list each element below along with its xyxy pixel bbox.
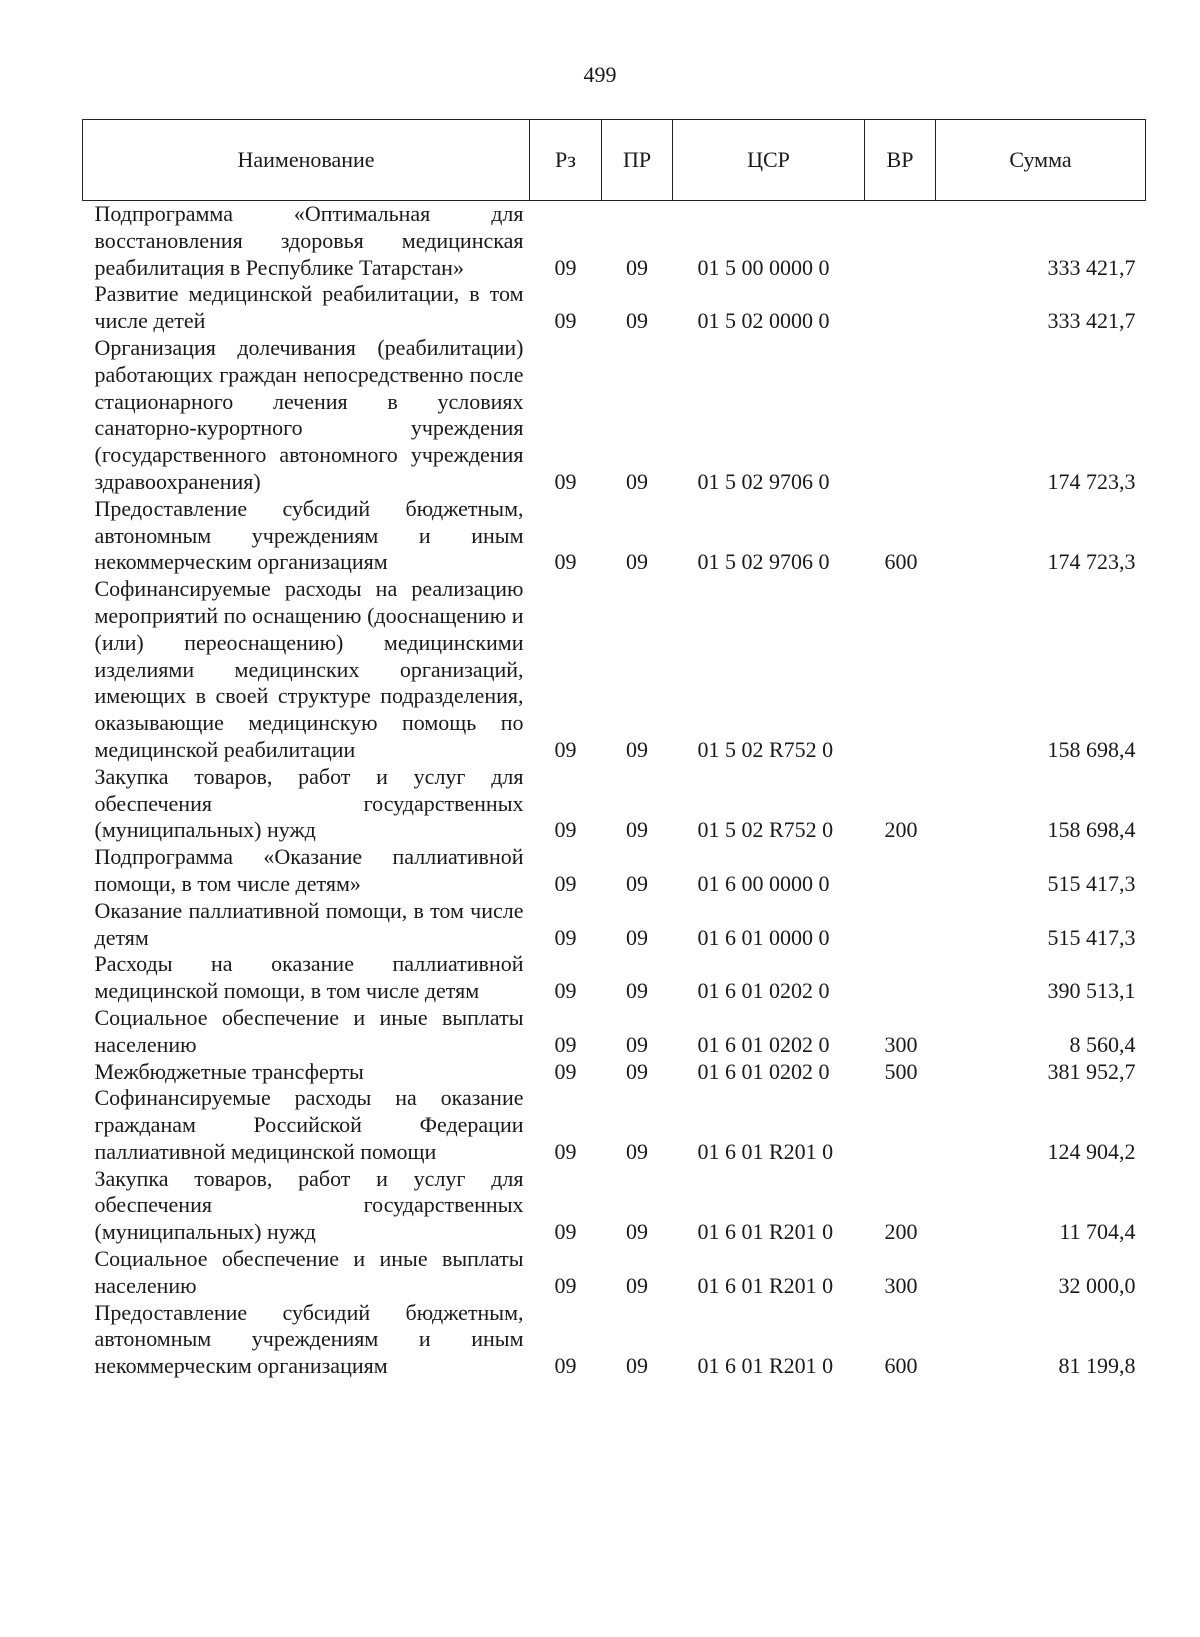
row-name: Социальное обеспечение и иные выплаты населению xyxy=(94,1246,524,1298)
header-rz: Рз xyxy=(530,120,602,201)
row-csr: 01 6 01 R201 0 xyxy=(697,1353,834,1379)
table-row xyxy=(83,201,1146,282)
row-vr xyxy=(865,281,936,335)
row-sum: 174 723,3 xyxy=(1047,549,1136,575)
row-rz: 09 xyxy=(554,924,577,950)
table-row xyxy=(83,764,1146,844)
table-row xyxy=(83,1059,1146,1086)
row-pr: 09 xyxy=(626,1219,648,1245)
table-body xyxy=(83,201,1146,1381)
row-sum: 515 417,3 xyxy=(1047,870,1136,896)
row-sum: 515 417,3 xyxy=(1047,924,1136,950)
row-rz: 09 xyxy=(554,817,577,843)
row-name: Закупка товаров, работ и услуг для обеспечения государственных (муниципальных) нужд xyxy=(94,1165,524,1245)
row-vr xyxy=(865,1085,936,1165)
row-name: Межбюджетные трансферты xyxy=(94,1058,364,1084)
table-row xyxy=(83,1005,1146,1059)
budget-table xyxy=(82,119,1146,1380)
row-sum: 8 560,4 xyxy=(1069,1031,1136,1057)
table-row xyxy=(83,1166,1146,1246)
row-rz: 09 xyxy=(554,978,577,1004)
row-rz: 09 xyxy=(554,736,577,762)
row-pr: 09 xyxy=(626,308,648,334)
row-pr: 09 xyxy=(626,870,648,896)
row-csr: 01 6 01 R201 0 xyxy=(697,1219,834,1245)
row-sum: 333 421,7 xyxy=(1047,254,1136,280)
header-csr: ЦСР xyxy=(673,120,865,201)
row-name: Развитие медицинской реабилитации, в том числе детей xyxy=(94,281,524,334)
row-pr: 09 xyxy=(626,978,648,1004)
row-sum: 333 421,7 xyxy=(1047,308,1136,334)
row-sum: 81 199,8 xyxy=(1058,1353,1136,1379)
row-vr: 300 xyxy=(884,1031,918,1057)
row-csr: 01 5 02 9706 0 xyxy=(697,549,830,575)
row-csr: 01 6 01 R201 0 xyxy=(697,1272,834,1298)
row-csr: 01 5 02 9706 0 xyxy=(697,468,830,494)
row-pr: 09 xyxy=(626,468,648,494)
row-vr xyxy=(865,576,936,764)
row-vr: 500 xyxy=(884,1058,918,1084)
header-name: Наименование xyxy=(83,120,530,201)
row-csr: 01 6 01 0000 0 xyxy=(697,924,830,950)
row-sum: 32 000,0 xyxy=(1058,1272,1136,1298)
table-row xyxy=(83,844,1146,898)
row-vr xyxy=(865,844,936,898)
row-vr xyxy=(865,951,936,1005)
row-rz: 09 xyxy=(554,1058,577,1084)
row-name: Оказание паллиативной помощи, в том числе детям xyxy=(94,897,524,950)
row-sum: 158 698,4 xyxy=(1047,817,1136,843)
row-rz: 09 xyxy=(554,1031,577,1057)
row-sum: 390 513,1 xyxy=(1047,978,1136,1004)
row-csr: 01 5 00 0000 0 xyxy=(697,254,830,280)
row-csr: 01 6 00 0000 0 xyxy=(697,870,830,896)
table-row xyxy=(83,335,1146,496)
row-csr: 01 6 01 0202 0 xyxy=(697,1058,830,1084)
table-row xyxy=(83,281,1146,335)
row-vr xyxy=(865,898,936,952)
row-name: Софинансируемые расходы на реализацию мероприятий по оснащению (дооснащению и (или) переоснащению) медицинскими изделиями медицинских организаций, имеющих в своей структуре подразделения, оказывающие медицинскую помощь по медицинской реабилитации xyxy=(94,576,524,762)
row-rz: 09 xyxy=(554,870,577,896)
row-name: Закупка товаров, работ и услуг для обеспечения государственных (муниципальных) нужд xyxy=(94,763,524,843)
row-csr: 01 6 01 R201 0 xyxy=(697,1138,834,1164)
row-sum: 381 952,7 xyxy=(1047,1058,1136,1084)
row-name: Подпрограмма «Оптимальная для восстановления здоровья медицинская реабилитация в Республике Татарстан» xyxy=(94,201,524,280)
row-rz: 09 xyxy=(554,468,577,494)
row-vr: 600 xyxy=(884,1353,918,1379)
row-vr: 200 xyxy=(884,817,918,843)
table-row xyxy=(83,951,1146,1005)
row-vr xyxy=(865,201,936,282)
row-sum: 158 698,4 xyxy=(1047,736,1136,762)
row-vr: 300 xyxy=(884,1272,918,1298)
row-name: Предоставление субсидий бюджетным, автономным учреждениям и иным некоммерческим организациям xyxy=(94,495,524,575)
header-sum: Сумма xyxy=(936,120,1146,201)
row-pr: 09 xyxy=(626,817,648,843)
row-vr: 600 xyxy=(884,549,918,575)
row-pr: 09 xyxy=(626,549,648,575)
row-name: Организация долечивания (реабилитации) работающих граждан непосредственно после стационарного лечения в условиях санаторно-курортного учреждения (государственного автономного учреждения здравоохранения) xyxy=(94,334,524,494)
page-number: 499 xyxy=(583,62,617,87)
row-pr: 09 xyxy=(626,1353,648,1379)
row-rz: 09 xyxy=(554,1272,577,1298)
row-rz: 09 xyxy=(554,254,577,280)
row-csr: 01 5 02 0000 0 xyxy=(697,308,830,334)
table-row xyxy=(83,1246,1146,1300)
row-name: Софинансируемые расходы на оказание гражданам Российской Федерации паллиативной медицинской помощи xyxy=(94,1085,524,1164)
row-rz: 09 xyxy=(554,549,577,575)
row-pr: 09 xyxy=(626,1272,648,1298)
row-csr: 01 6 01 0202 0 xyxy=(697,978,830,1004)
row-pr: 09 xyxy=(626,1031,648,1057)
table-row xyxy=(83,576,1146,764)
table-row xyxy=(83,898,1146,952)
row-rz: 09 xyxy=(554,1353,577,1379)
table-row xyxy=(83,496,1146,576)
row-sum: 124 904,2 xyxy=(1047,1138,1136,1164)
table-row xyxy=(83,1085,1146,1165)
row-sum: 11 704,4 xyxy=(1059,1219,1136,1245)
table-row xyxy=(83,1300,1146,1380)
row-rz: 09 xyxy=(554,308,577,334)
row-rz: 09 xyxy=(554,1138,577,1164)
row-vr: 200 xyxy=(884,1219,918,1245)
table-header xyxy=(83,120,1146,201)
row-pr: 09 xyxy=(626,924,648,950)
row-pr: 09 xyxy=(626,736,648,762)
row-csr: 01 6 01 0202 0 xyxy=(697,1031,830,1057)
row-name: Подпрограмма «Оказание паллиативной помощи, в том числе детям» xyxy=(94,844,524,896)
row-pr: 09 xyxy=(626,1138,648,1164)
row-vr xyxy=(865,335,936,496)
header-pr: ПР xyxy=(602,120,673,201)
row-sum: 174 723,3 xyxy=(1047,468,1136,494)
header-vr: ВР xyxy=(865,120,936,201)
row-name: Расходы на оказание паллиативной медицинской помощи, в том числе детям xyxy=(94,951,524,1004)
row-name: Социальное обеспечение и иные выплаты населению xyxy=(94,1004,524,1057)
row-pr: 09 xyxy=(626,254,648,280)
row-rz: 09 xyxy=(554,1219,577,1245)
row-name: Предоставление субсидий бюджетным, автономным учреждениям и иным некоммерческим организациям xyxy=(94,1299,524,1379)
row-csr: 01 5 02 R752 0 xyxy=(697,736,834,762)
row-csr: 01 5 02 R752 0 xyxy=(697,817,834,843)
row-pr: 09 xyxy=(626,1058,648,1084)
